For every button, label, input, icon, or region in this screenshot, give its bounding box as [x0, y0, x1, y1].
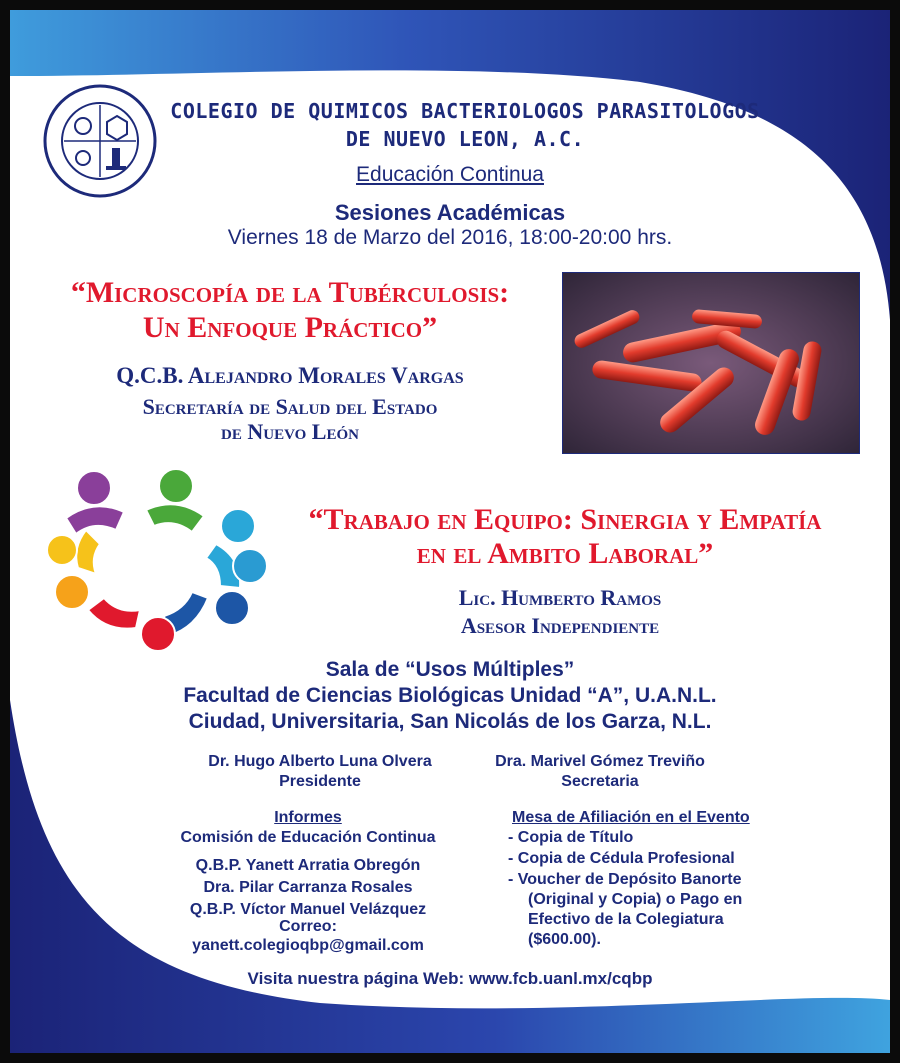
website-link[interactable]: Visita nuestra página Web: www.fcb.uanl.mx/cqbp: [247, 969, 653, 988]
affiliation-item-license-copy: - Copia de Cédula Profesional: [508, 850, 735, 867]
college-name-line2: DE NUEVO LEON, A.C.: [345, 127, 585, 151]
info-contact-3: Q.B.P. Víctor Manuel Velázquez: [189, 901, 427, 918]
affiliation-desk-heading: Mesa de Afiliación en el Evento: [512, 809, 750, 826]
event-title: Sesiones Académicas: [334, 200, 566, 225]
talk2-title-line2: en el Ambito Laboral”: [416, 537, 714, 570]
affiliation-item-voucher-line1: - Voucher de Depósito Banorte: [508, 871, 742, 888]
talk1-title-line1: “Microscopía de la Tubérculosis:: [70, 276, 510, 309]
talk1-affiliation-line1: Secretaría de Salud del Estado: [142, 394, 438, 419]
president-name: Dr. Hugo Alberto Luna Olvera: [208, 753, 432, 770]
college-name-line1: COLEGIO DE QUIMICOS BACTERIOLOGOS PARASITOLOGOS: [170, 99, 760, 123]
info-contact-2: Dra. Pilar Carranza Rosales: [203, 879, 413, 896]
talk2-title-line1: “Trabajo en Equipo: Sinergia y Empatía: [308, 503, 822, 536]
affiliation-item-voucher-line3: Efectivo de la Colegiatura: [528, 911, 724, 928]
info-committee: Comisión de Educación Continua: [180, 829, 436, 846]
event-datetime: Viernes 18 de Marzo del 2016, 18:00-20:00 hrs.: [227, 226, 673, 249]
tuberculosis-bacteria-image: [562, 272, 860, 454]
secretary-name: Dra. Marivel Gómez Treviño: [495, 753, 705, 770]
affiliation-item-title-copy: - Copia de Título: [508, 829, 634, 846]
college-seal-logo: [43, 84, 157, 198]
venue-city: Ciudad, Universitaria, San Nicolás de los Garza, N.L.: [188, 710, 712, 733]
info-email-label: Correo:: [279, 918, 337, 935]
talk2-speaker: Lic. Humberto Ramos: [458, 585, 662, 610]
president-role: Presidente: [279, 773, 361, 790]
teamwork-circle-illustration: [36, 468, 274, 658]
info-email-link[interactable]: yanett.colegioqbp@gmail.com: [192, 937, 424, 954]
secretary-role: Secretaria: [561, 773, 639, 790]
program-heading: Educación Continua: [356, 163, 544, 186]
venue-faculty: Facultad de Ciencias Biológicas Unidad “A”, U.A.N.L.: [183, 684, 717, 707]
venue-room: Sala de “Usos Múltiples”: [325, 658, 575, 681]
affiliation-item-voucher-line4: ($600.00).: [528, 931, 601, 948]
talk1-affiliation-line2: de Nuevo León: [221, 419, 359, 444]
affiliation-item-voucher-line2: (Original y Copia) o Pago en: [528, 891, 743, 908]
talk2-affiliation: Asesor Independiente: [460, 613, 660, 638]
talk1-title-line2: Un Enfoque Práctico”: [142, 311, 438, 344]
info-heading: Informes: [274, 809, 342, 826]
info-contact-1: Q.B.P. Yanett Arratia Obregón: [195, 857, 421, 874]
talk1-speaker: Q.C.B. Alejandro Morales Vargas: [116, 363, 464, 388]
